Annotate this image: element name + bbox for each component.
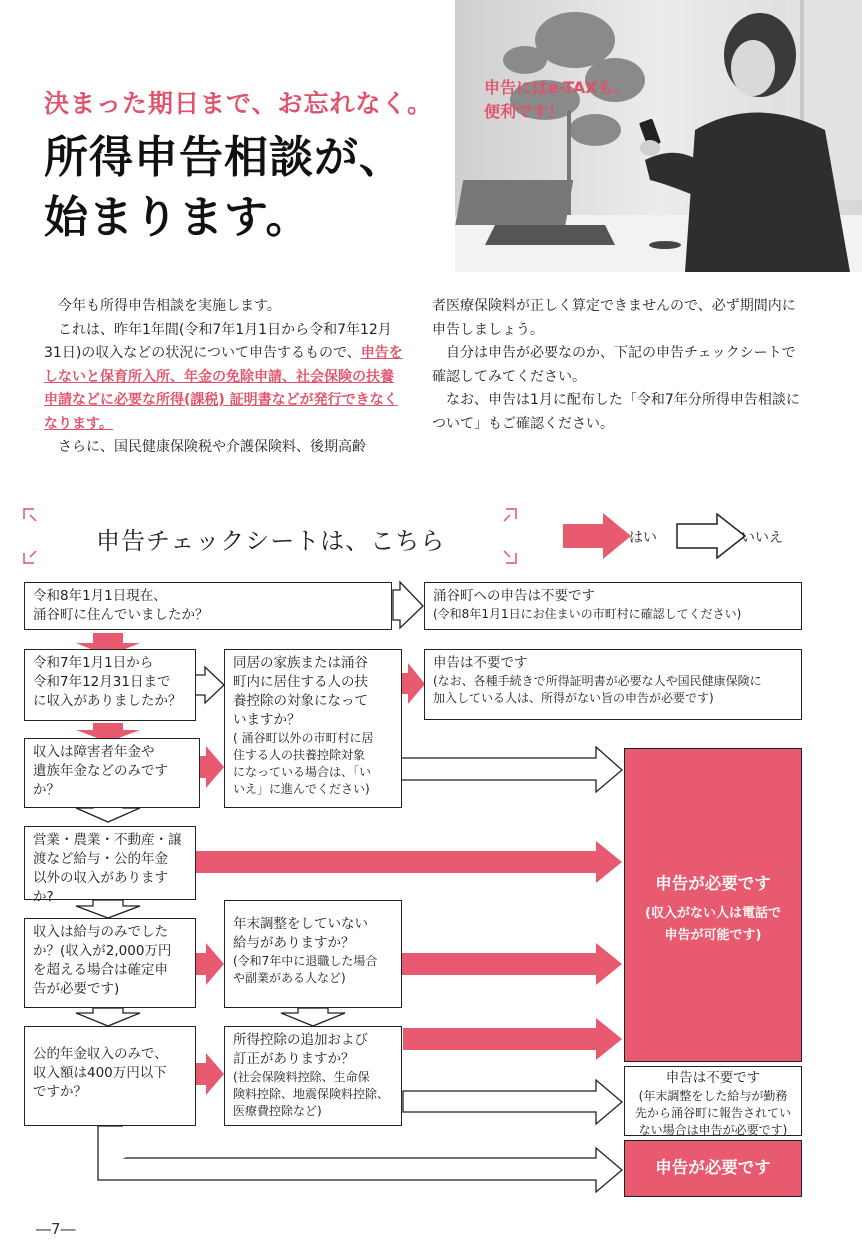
- flow-q6b-line2: 訂正がありますか？: [233, 1051, 355, 1067]
- flow-q2-line3: に収入がありましたか？: [33, 693, 182, 709]
- photo-caption-line-1: 申告にはe-TAXも、: [484, 78, 630, 97]
- flow-need-note1: (収入がない人は電話で: [645, 906, 781, 921]
- flow-q4-line3: 以外の収入がありますか?: [33, 870, 168, 905]
- flow-q2b-line2: 町内に居住する人の扶: [233, 674, 368, 690]
- flow-q3-line1: 収入は障害者年金や: [33, 744, 155, 760]
- flow-q2-line2: 令和7年12月31日まで: [33, 674, 171, 690]
- flow-q2b-note3: になっている場合は、「い: [233, 765, 372, 779]
- flow-r1-line2: (令和8年1月1日にお住まいの市町村に確認してください): [433, 607, 742, 621]
- flow-q2: [24, 649, 196, 721]
- photo-caption: [484, 76, 630, 124]
- flow-q5-line4: 告が必要です): [33, 981, 120, 997]
- flow-q6-line2: 収入額は400万円以下: [33, 1065, 167, 1081]
- flow-r3-line1: 申告は不要です: [665, 1070, 761, 1086]
- flow-r2-line3: 加入している人は、所得がない旨の申告が必要です): [433, 691, 714, 705]
- flow-q3: [24, 738, 200, 808]
- flow-q5b-note2: や副業がある人など): [233, 971, 346, 985]
- body-right-p2: 自分は申告が必要なのか、下記の申告チェックシートで確認してみてください。: [432, 345, 796, 385]
- flow-q3-line2: 遺族年金などのみです: [33, 763, 168, 779]
- flow-result-filing-required-bottom: 申告が必要です: [624, 1140, 802, 1197]
- body-right-column: [432, 295, 804, 436]
- flow-q2-dependent: [224, 649, 402, 808]
- flow-q6: [24, 1026, 196, 1126]
- flow-q2b-note1: ( 涌谷町以外の市町村に居: [233, 731, 374, 745]
- flow-need-title: 申告が必要です: [655, 874, 771, 893]
- flow-r2-line2: (なお、各種手続きで所得証明書が必要な人や国民健康保険に: [433, 674, 762, 688]
- flow-result-not-needed-1: [424, 582, 802, 630]
- flow-q6-line3: ですか？: [33, 1084, 87, 1100]
- flow-q2b-note2: 住する人の扶養控除対象: [233, 748, 366, 762]
- flow-q3-line3: か？: [33, 782, 60, 798]
- body-left-p2-text: これは、昨年1年間(令和7年1月1日から令和7年12月31日)の収入などの状況について申告するもので、: [44, 321, 392, 361]
- flow-q6-dependent: [224, 1026, 402, 1126]
- flow-q6b-line1: 所得控除の追加および: [233, 1032, 368, 1048]
- page-subtitle: 決まった期日まで、お忘れなく。: [44, 89, 434, 118]
- page-title: [44, 128, 404, 248]
- flow-q4-line1: 営業・農業・不動産・譲: [33, 832, 182, 848]
- flow-q1: [24, 582, 392, 630]
- flow-q5b-note1: (令和7年中に退職した場合: [233, 954, 378, 968]
- flow-result-not-needed-3: [624, 1066, 802, 1136]
- checksheet-title: 申告チェックシートは、こちら: [96, 527, 446, 555]
- flow-q6b-note1: (社会保険料控除、生命保: [233, 1070, 370, 1084]
- title-line-1: 所得申告相談が、: [44, 132, 404, 183]
- flow-r3-note1: (年末調整をした給与が勤務: [638, 1089, 788, 1103]
- flow-q5-dependent: [224, 900, 402, 1008]
- flow-q2b-line4: いますか？: [233, 712, 301, 728]
- flow-q6-line1: 公的年金収入のみで、: [33, 1046, 168, 1062]
- flow-q5-line2: か？(収入が2,000万円: [33, 943, 172, 959]
- flow-q2-line1: 令和7年1月1日から: [33, 655, 154, 671]
- body-left-p3: さらに、国民健康保険税や介護保険料、後期高齢: [58, 439, 366, 455]
- legend-yes-label: はい: [629, 530, 657, 546]
- flow-q5b-line2: 給与がありますか？: [233, 935, 355, 951]
- legend-yes-arrow: [563, 513, 633, 559]
- body-left-p1: 今年も所得申告相談を実施します。: [58, 298, 281, 314]
- flow-result-filing-required: [624, 748, 802, 1062]
- flow-q2b-line1: 同居の家族または涌谷: [233, 655, 368, 671]
- flow-need-note2: 申告が可能です): [664, 928, 762, 943]
- flow-q5-line1: 収入は給与のみでした: [33, 924, 168, 940]
- legend-no-arrow: [676, 513, 748, 559]
- flow-q5: [24, 918, 196, 1008]
- flow-q5-line3: を超える場合は確定申: [33, 962, 168, 978]
- body-right-p3: なお、申告は1月に配布した「令和7年分所得申告相談について」もご確認ください。: [432, 392, 800, 432]
- flow-q1-line2: 涌谷町に住んでいましたか？: [33, 607, 209, 623]
- flow-q6b-note3: 医療費控除など): [233, 1104, 322, 1118]
- flow-result-not-needed-2: [424, 649, 802, 720]
- photo-caption-line-2: 便利です！: [484, 102, 565, 121]
- header-photo: [455, 0, 862, 272]
- body-left-column: [44, 295, 404, 460]
- body-left-p2: [44, 319, 404, 437]
- body-left-p2-highlight: 申告をしないと保育所入所、年金の免除申請、社会保険の扶養申請などに必要な所得(課税) 証明書などが発行できなくなります。: [44, 345, 403, 432]
- legend-no-label: いいえ: [741, 530, 783, 546]
- flow-q6b-note2: 険料控除、地震保険料控除、: [233, 1087, 390, 1101]
- flow-r2-line1: 申告は不要です: [433, 655, 528, 671]
- flow-r3-note3: ない場合は申告が必要です): [638, 1123, 788, 1137]
- page-number: ―7―: [36, 1220, 76, 1238]
- flow-q4-line2: 渡など給与・公的年金: [33, 851, 168, 867]
- woman-with-phone-illustration: [455, 0, 862, 272]
- flow-q1-line1: 令和8年1月1日現在、: [33, 588, 167, 604]
- flow-q5b-line1: 年末調整をしていない: [233, 916, 368, 932]
- flow-r3-note2: 先から涌谷町に報告されてい: [634, 1106, 791, 1120]
- title-line-2: 始まります。: [44, 192, 311, 243]
- flow-q2b-line3: 養控除の対象になって: [233, 693, 368, 709]
- flow-r1-line1: 涌谷町への申告は不要です: [433, 588, 595, 604]
- flow-q4: [24, 826, 196, 905]
- body-right-p1: 者医療保険料が正しく算定できませんので、必ず期間内に申告しましょう。: [432, 298, 796, 338]
- flow-q2b-note4: いえ」に進んでください): [233, 782, 370, 796]
